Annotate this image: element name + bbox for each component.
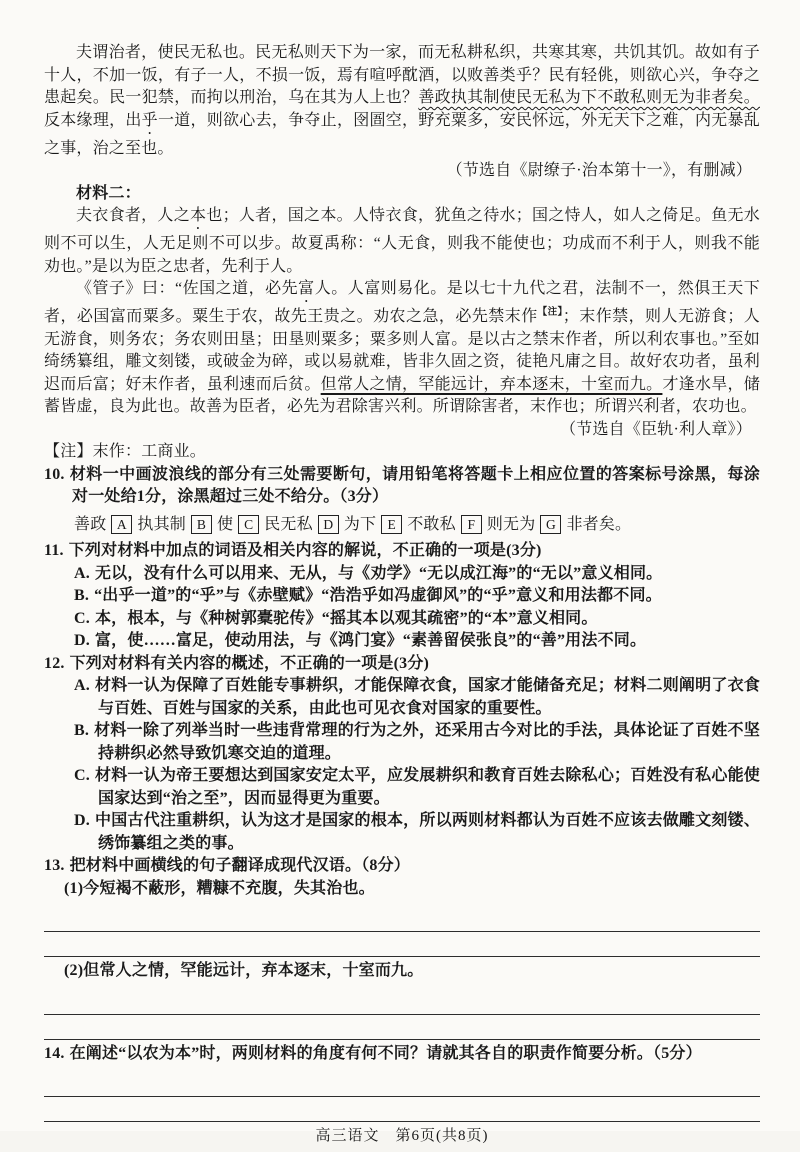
q10-seg-text-5: 为下: [343, 515, 377, 533]
q10-stem-text: 材料一中画波浪线的部分有三处需要断句，请用铅笔将答题卡上相应位置的答案标号涂黑，每涂对一处给1分，涂黑超过三处不给分。（3分）: [69, 465, 760, 505]
q12-option-b-text: 材料一除了列举当时一些违背常理的行为之外，还采用古今对比的手法，具体论证了百姓不坚持耕织必然导致饥寒交迫的道理。: [94, 722, 760, 762]
m2p1-text-b: 也；人者，国之本。人恃衣食，犹鱼之待水；国之恃人，如人之倚足。鱼无水则不可以生，人无足则不可以步。故夏禹称：“人无食，则我不能使也；功成而不利于人，则我不能劝也。”是以为臣之忠者，先利于人。: [44, 207, 760, 275]
q11-option-b-text: “出乎一道”的“乎”与《赤壁赋》“浩浩乎如冯虚御风”的“乎”意义和用法都不同。: [94, 587, 662, 604]
q12-option-a-label: A.: [74, 677, 90, 694]
m2p1-dotted-char-ben: 本: [190, 207, 207, 224]
q12-option-a-text: 材料一认为保障了百姓能专事耕织，才能保障衣食，国家才能储备充足；材料二则阐明了衣食与百姓、百姓与国家的关系，由此也可见衣食对国家的重要性。: [94, 677, 760, 717]
q10-letter-box-f: F: [461, 515, 482, 534]
material2-paragraph-2: [44, 278, 760, 419]
q10-seg-text-6: 不敢私: [407, 515, 456, 533]
q13-stem: [44, 855, 760, 878]
m1-text-a: 夫谓治者，使民无私也。民无私则天下为一家，而无私耕私织，共寒其寒，共饥其饥。故如有子十人，不加一饭，有子一人，不损一饭，焉有喧呼酖酒，以败善类乎？民有轻佻，则欲心兴，争夺之患起矣。民一犯禁，而拘以刑治，乌在其为人上也？: [44, 44, 760, 106]
m2p1-text-a: 夫衣食者，人之: [76, 207, 191, 224]
q11-option-a-text: 无以，没有什么可以用来、无从，与《劝学》“无以成江海”的“无以”意义相同。: [94, 564, 663, 582]
q11-option-d-text: 富，使……富足，使动用法，与《鸿门宴》“素善留侯张良”的“善”用法不同。: [94, 632, 647, 649]
q10-seg-text-1: 善政: [74, 515, 107, 533]
m2p2-text-c: ；末作禁，则人无游食；人无游食，则务农；务农则田垦；田垦则粟多；粟多则人富。是以古之禁末作者，所以利农事也。”至如绮绣纂组，雕文刻镂，或破金为碎，或以易就难，皆非久固之资，徒艳凡庸之目。故好农功者，虽利迟而后富；好末作者，虽利速而后贫。: [44, 308, 760, 393]
q12-option-b: [74, 720, 760, 765]
q11-option-a: [74, 563, 760, 586]
q12-stem-text: 下列对材料有关内容的概述，不正确的一项是(3分): [69, 654, 430, 672]
answer-line: [44, 1097, 760, 1122]
q11-option-b: [74, 585, 760, 608]
m2p2-text-d: 才逢水旱，储蓄皆虚，良为此也。故善为臣者，必先为君除害兴利。所谓除害者，末作也；所谓兴利者，农功也。: [44, 375, 761, 415]
q11-number: 11.: [44, 542, 64, 559]
material2-paragraph-1: [44, 205, 760, 278]
question-13: [44, 855, 760, 1043]
q12-option-d-label: D.: [74, 812, 90, 829]
answer-line: [44, 1072, 760, 1097]
q11-option-d-label: D.: [74, 632, 90, 649]
q11-stem-text: 下列对材料中加点的词语及相关内容的解说，不正确的一项是(3分): [68, 542, 542, 559]
q13-sentence-2: (2)但常人之情，罕能远计，弃本逐末，十室而九。: [64, 962, 424, 979]
q10-seg-text-3: 使: [217, 515, 234, 533]
q13-sentence-2-answer-area: [44, 990, 760, 1040]
q11-option-c-text: 本，根本，与《种树郭橐驼传》“摇其本以观其疏密”的“本”意义相同。: [94, 609, 598, 627]
note-reference-mark: 【注】: [537, 307, 563, 318]
m2p2-text-a: 《管子》曰：“佐国之道，必先: [76, 280, 299, 297]
q11-option-b-label: B.: [74, 587, 90, 604]
m1-text-c: 一道，则欲心去，争夺止，囹圄空，野充粟多，安民怀远，外无天下之难，内无暴乱之事，治之至也。: [44, 111, 761, 157]
q14-number: 14.: [44, 1044, 65, 1062]
q11-stem: [44, 540, 760, 563]
q13-sentence-1: (1)今短褐不蔽形，糟糠不充腹，失其治也。: [64, 879, 375, 897]
q12-option-c: [74, 765, 760, 810]
q10-letter-box-a: A: [111, 515, 132, 534]
q10-letter-box-d: D: [318, 515, 339, 534]
q12-number: 12.: [44, 654, 65, 672]
m2p2-dotted-char-fu: 富: [298, 280, 315, 297]
q10-letter-box-g: G: [540, 515, 561, 534]
answer-line: [44, 907, 760, 932]
q11-option-a-label: A.: [74, 564, 90, 582]
q12-option-b-label: B.: [74, 722, 90, 739]
q10-seg-text-2: 执其制: [137, 515, 187, 533]
q10-seg-text-8: 非者矣。: [566, 515, 632, 533]
m2p2-text-b: 人。人富则易化。是以七十九代之君，法制不一，然俱王天下者，必国富而粟多。粟生于农，故先王贵之。劝农之急，必先禁末作: [44, 280, 761, 325]
answer-line: [44, 932, 760, 957]
material1-paragraph: [44, 42, 760, 160]
q13-sentence-1-answer-area: [44, 907, 760, 957]
q10-letter-box-c: C: [238, 515, 259, 534]
q14-answer-area: [44, 1072, 760, 1122]
m1-wavy-underlined-clause: 善政执其制使民无私为下不敢私则无为非者矣。: [418, 89, 760, 106]
m1-dotted-char-hu: 乎: [141, 111, 158, 129]
q10-seg-text-4: 民无私: [264, 515, 313, 533]
m2-straight-underlined-clause: 但常人之情，罕能远计，弃本逐末，十室而九。: [320, 375, 663, 393]
page-footer: 高三语文 第6页(共8页): [315, 1128, 489, 1144]
q13-number: 13.: [44, 857, 65, 874]
q11-option-d: [74, 630, 760, 653]
q12-option-a: [74, 675, 760, 720]
material1-source: （节选自《尉缭子·治本第十一》，有删减）: [446, 162, 752, 179]
m1-text-b: 反本缘理，出: [44, 111, 142, 129]
answer-line: [44, 1015, 760, 1040]
q10-segmentation-sentence: [74, 514, 760, 537]
question-11: [44, 540, 760, 653]
q12-stem: [44, 653, 760, 676]
note-line: 【注】末作：工商业。: [44, 443, 207, 460]
q11-option-c: [74, 608, 760, 631]
question-10: [44, 464, 760, 541]
answer-line: [44, 990, 760, 1015]
q10-stem: [44, 464, 760, 509]
q12-option-d-text: 中国古代注重耕织，认为这才是国家的根本，所以两则材料都认为百姓不应该去做雕文刻镂、绣饰纂组之类的事。: [94, 812, 760, 852]
q10-letter-box-e: E: [381, 515, 402, 534]
material2-source: （节选自《臣轨·利人章》）: [560, 420, 752, 438]
q10-seg-text-7: 则无为: [486, 515, 536, 533]
q11-option-c-label: C.: [74, 609, 90, 627]
q10-number: 10.: [44, 465, 65, 483]
q12-option-d: [74, 810, 760, 855]
question-14: [44, 1043, 760, 1126]
q13-stem-text: 把材料中画横线的句子翻译成现代汉语。（8分）: [69, 857, 411, 874]
q12-option-c-text: 材料一认为帝王要想达到国家安定太平，应发展耕织和教育百姓去除私心；百姓没有私心能使国家达到“治之至”，因而显得更为重要。: [94, 767, 760, 807]
q14-stem: [44, 1043, 760, 1066]
material2-heading: 材料二：: [76, 184, 141, 202]
question-12: [44, 653, 760, 856]
q10-letter-box-b: B: [191, 515, 212, 534]
q14-stem-text: 在阐述“以农为本”时，两则材料的角度有何不同？请就其各自的职责作简要分析。（5分）: [69, 1044, 702, 1062]
q12-option-c-label: C.: [74, 767, 90, 784]
